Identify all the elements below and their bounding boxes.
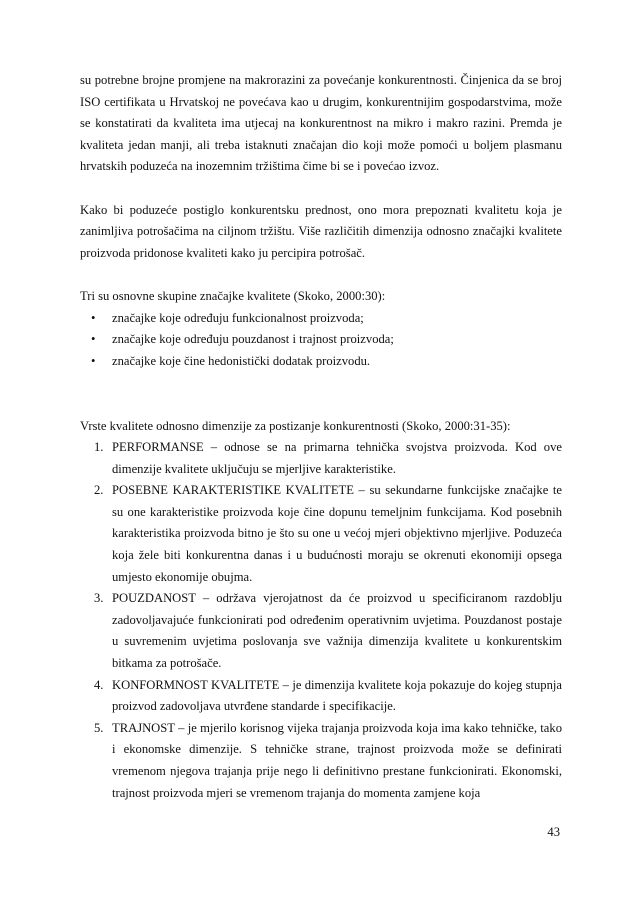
- paragraph-dimensions-intro: Vrste kvalitete odnosno dimenzije za postizanje konkurentnosti (Skoko, 2000:31-35):: [80, 418, 511, 433]
- page-number: 43: [547, 825, 560, 839]
- list-item: [80, 351, 562, 373]
- list-item-text: značajke koje određuju pouzdanost i trajnost proizvoda;: [112, 332, 394, 347]
- list-item-text: značajke koje čine hedonistički dodatak proizvodu.: [112, 353, 371, 368]
- list-number: 5.: [94, 720, 104, 735]
- list-item: [80, 718, 562, 804]
- list-item-text: POSEBNE KARAKTERISTIKE KVALITETE – su sekundarne funkcijske značajke te su one karakteristike proizvoda koje čine dopunu temeljnim funkcijama. Kod posebnih karakteristika proizvoda bitno je što su one u većoj mjeri objektivno mjerljive. Poduzeća koja žele biti konkurentna danas i u budućnosti moraju se okrenuti ekonomiji opsega umjesto ekonomije obujma.: [112, 483, 562, 584]
- list-item-text: POUZDANOST – održava vjerojatnost da će proizvod u specificiranom razdoblju zadovoljavajuće funkcionirati pod određenim operativnim uvjetima. Pouzdanost postaje u suvremenim uvjetima poslovanja sve važnija dimenzija kvalitete u konkurentskim bitkama za potrošače.: [112, 591, 562, 671]
- document-page: [80, 70, 562, 804]
- paragraph-competitive-advantage: Kako bi poduzeće postiglo konkurentsku prednost, ono mora prepoznati kvalitetu koja je zanimljiva potrošačima na ciljnom tržištu. Više različitih dimenzija odnosno značajki kvalitete proizvoda pridonose kvaliteti kako ju percipira potrošač.: [80, 202, 562, 260]
- list-number: 3.: [94, 591, 104, 606]
- list-item-text: TRAJNOST – je mjerilo korisnog vijeka trajanja proizvoda koja ima kako tehničke, tako i ekonomske dimenzije. S tehničke strane, trajnost proizvoda može se definirati vremenom njegova trajanja prije nego li definitivno prestane funkcionirati. Ekonomski, trajnost proizvoda mjeri se vremenom trajanja do momenta zamjene koja: [112, 720, 562, 800]
- list-number: 2.: [94, 483, 104, 498]
- bullet-icon: •: [91, 310, 96, 325]
- list-item: [80, 588, 562, 674]
- list-item-text: PERFORMANSE – odnose se na primarna tehnička svojstva proizvoda. Kod ove dimenzije kvalitete uključuju se mjerljive karakteristike.: [112, 440, 562, 476]
- quality-dimensions-list: [80, 437, 562, 804]
- quality-groups-list: [80, 308, 562, 373]
- paragraph-competitiveness: su potrebne brojne promjene na makrorazini za povećanje konkurentnosti. Činjenica da se broj ISO certifikata u Hrvatskoj ne povećava kao u drugim, konkurentnijim gospodarstvima, može se konstatirati da kvaliteta ima utjecaj na konkurentnost na mikro i makro razini. Premda je kvaliteta jedan manji, ali treba istaknuti značajan dio koji može pomoći u boljem plasmanu hrvatskih poduzeća na inozemnim tržištima čime bi se i povećao izvoz.: [80, 73, 562, 174]
- list-item: [80, 675, 562, 718]
- list-item: [80, 329, 562, 351]
- list-item: [80, 480, 562, 588]
- bullet-icon: •: [91, 353, 96, 368]
- list-item-text: značajke koje određuju funkcionalnost proizvoda;: [112, 310, 364, 325]
- paragraph-quality-groups-intro: Tri su osnovne skupine značajke kvalitete (Skoko, 2000:30):: [80, 288, 386, 303]
- bullet-icon: •: [91, 332, 96, 347]
- list-item-text: KONFORMNOST KVALITETE – je dimenzija kvalitete koja pokazuje do kojeg stupnja proizvod zadovoljava utvrđene standarde i specifikacije.: [112, 677, 562, 714]
- list-number: 4.: [94, 677, 104, 692]
- list-item: [80, 308, 562, 330]
- list-number: 1.: [94, 440, 104, 455]
- list-item: [80, 437, 562, 480]
